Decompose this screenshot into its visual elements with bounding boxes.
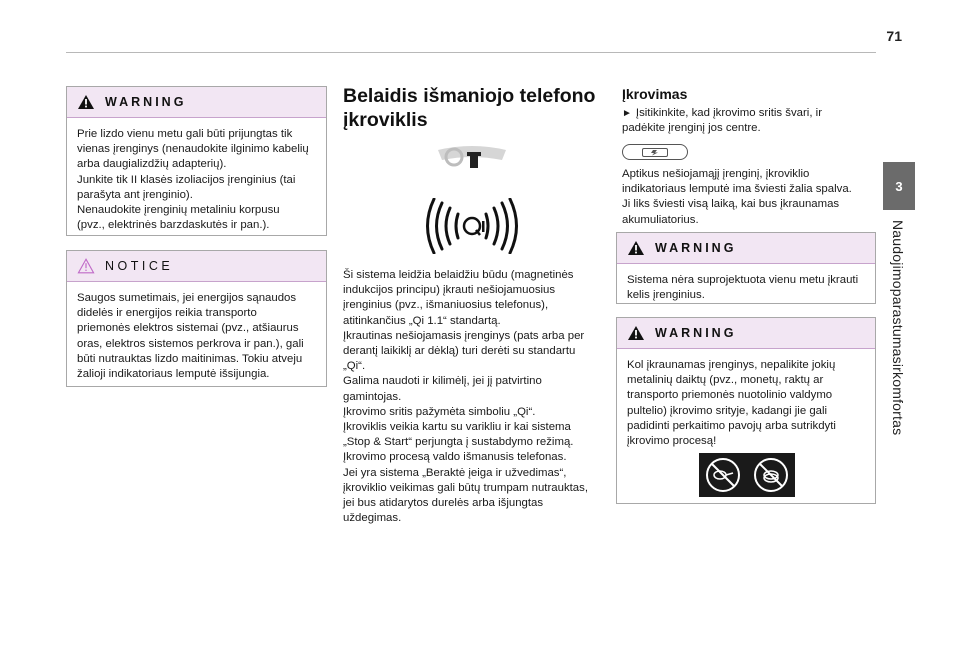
dashboard-location-icon [436, 140, 508, 176]
step-text: Įsitikinkite, kad įkrovimo sritis švari, ir padėkite įrenginį jos centre. [622, 107, 822, 135]
section-heading: Belaidis išmaniojo telefono įkroviklis [343, 85, 596, 131]
no-metal-objects-pictogram [699, 453, 795, 497]
warning-header [67, 87, 326, 118]
warning-text: Kol įkraunamas įrenginys, nepalikite jokių metalinių daiktų (pvz., monetų, raktų ar transporto priemonės nuotolinio valdymo pultelio) įkrovimo srityje, kadangi jie gali padidinti perkaitimo pavojų arba sutrikdyti įkrovimo procesą! [627, 359, 836, 448]
system-description: Ši sistema leidžia belaidžiu būdu (magnetinės indukcijos principu) įkrauti nešiojamuosius įrenginius (pvz., išmaniuosius telefonus), atitinkančius „Qi 1.1“ standartą. Įkrautinas nešiojamasis įrenginys (pats arba per derantį laikiklį ar dėklą) turi derėti su standartu „Qi“. Galima naudoti ir kilimėlį, jei jį patvirtino gamintojas. Įkrovimo sritis pažymėta simboliu „Qi“. Įkroviklis veikia kartu su varikliu ir kai sistema „Stop & Start“ perjungta į sustabdymo režimą. Įkrovimo procesą valdo išmanusis telefonas. Jei yra sistema „Beraktė įeiga ir užvedimas“, įkroviklio veikimas gali būtų trumpam nutrauktas, jei bus atidarytos durelės arba išjungtas uždegimas. [343, 269, 588, 525]
warning-box-multiple [616, 232, 876, 304]
warning-box-sockets [66, 86, 327, 236]
page-number: 71 [886, 28, 902, 44]
warning-triangle-icon [627, 240, 645, 256]
warning-triangle-icon [77, 94, 95, 110]
warning-text: Prie lizdo vienu metu gali būti prijungtas tik vienas įrenginys (nenaudokite ilginimo kabelių arba daugializdžių adapterių). Junkite tik II klasės izoliacijos įrenginius (tai parašyta ant įrenginio). Nenaudokite įrenginių metaliniu korpusu (pvz., elektrinės barzdaskutės ir pan.). [77, 128, 309, 232]
warning-title: WARNING [105, 95, 187, 109]
warning-title: WARNING [655, 326, 737, 340]
chapter-title: Naudojimoparastumasirkomfortas [890, 220, 906, 436]
charging-heading: Įkrovimas [622, 86, 688, 102]
notice-title: NOTICE [105, 259, 174, 273]
wireless-charging-icon [425, 198, 519, 254]
charger-indicator-icon [622, 144, 688, 160]
warning-header [617, 318, 875, 349]
notice-box [66, 250, 327, 387]
detection-text: Aptikus nešiojamąjį įrenginį, įkroviklio indikatoriaus lemputė ima šviesti žalia spalva. Ji liks šviesti visą laiką, kai bus įkraunamas akumuliatorius. [622, 168, 852, 226]
warning-text: Sistema nėra suprojektuota vienu metu įkrauti kelis įrenginius. [627, 274, 859, 302]
step-item [622, 106, 877, 136]
lightning-icon [643, 149, 667, 156]
notice-header [67, 251, 326, 282]
notice-triangle-icon [77, 258, 95, 274]
notice-text: Saugos sumetimais, jei energijos sąnaudos didelės ir energijos reikia transporto priemonės elektros sistemai (pvz., atšiaurus oras, elektros sistemos perkrova ir pan.), gali būti nutrauktas lizdo maitinimas. Tokiu atveju žalioji indikatoriaus lemputė išsijungia. [77, 292, 304, 381]
prohibited-items-icon [699, 453, 795, 497]
warning-title: WARNING [655, 241, 737, 255]
step-arrow-icon: ► [622, 108, 632, 119]
header-divider [66, 52, 876, 53]
chapter-tab[interactable]: 3 [883, 162, 915, 210]
warning-triangle-icon [627, 325, 645, 341]
warning-header [617, 233, 875, 264]
